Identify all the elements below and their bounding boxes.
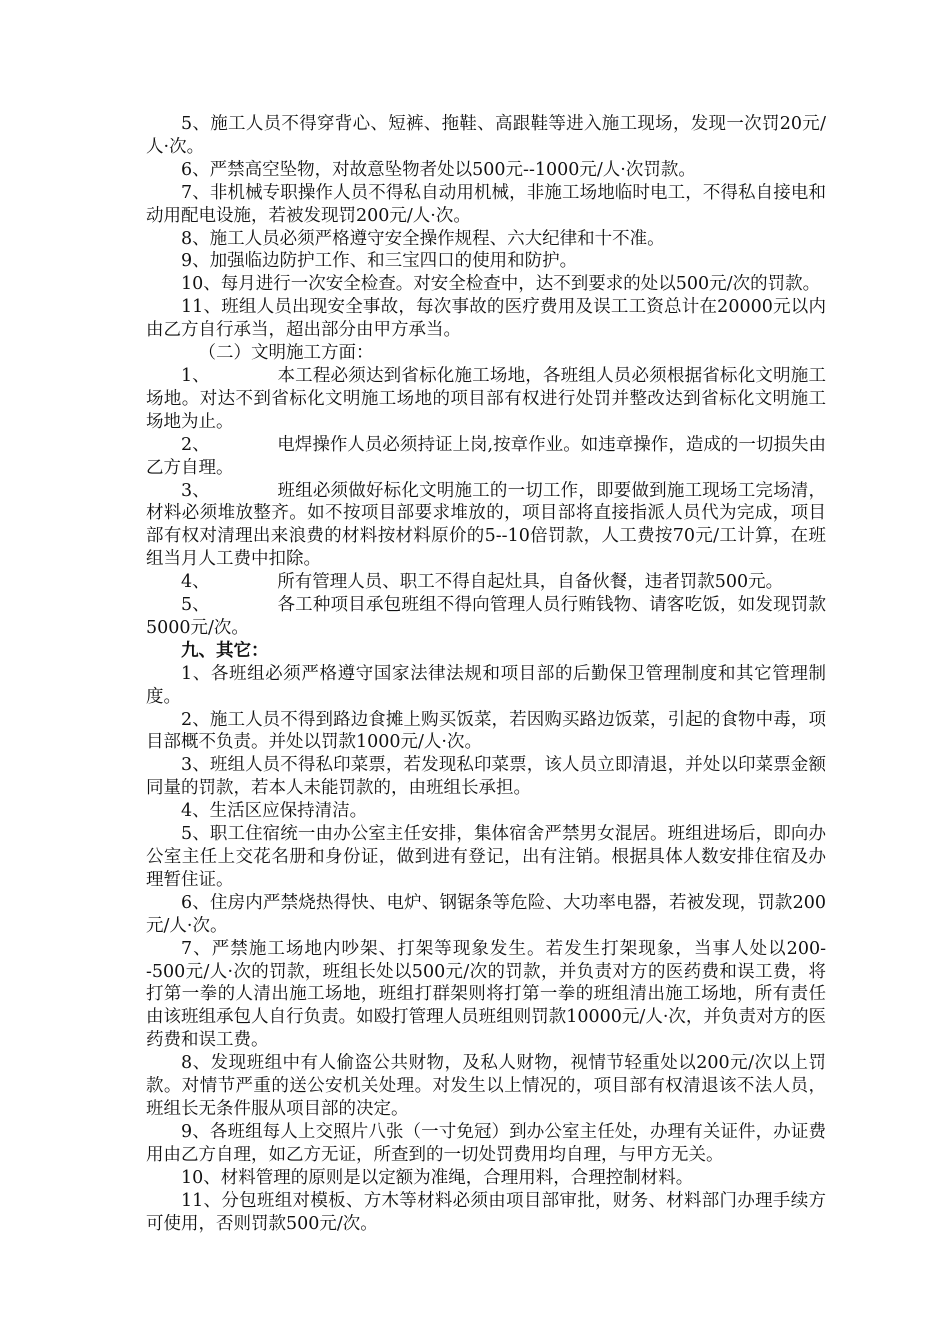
rule-paragraph: 11、班组人员出现安全事故，每次事故的医疗费用及误工工资总计在20000元以内由乙方自行承当，超出部分由甲方承当。 [146, 297, 826, 341]
item-number: 2、 [181, 434, 210, 455]
rule-paragraph: 8、施工人员必须严格遵守安全操作规程、六大纪律和十不准。 [181, 228, 665, 249]
item-text: 电焊操作人员必须持证上岗,按章作业。如违章操作，造成的一切损失由乙方自理。 [146, 434, 826, 478]
item-text: 班组必须做好标化文明施工的一切工作，即要做到施工现场工完场清，材料必须堆放整齐。如不按项目部要求堆放的，项目部将直接指派人员代为完成，项目部有权对清理出来浪费的材料按材料原价的5--10倍罚款，人工费按70元/工计算，在班组当月人工费中扣除。 [146, 480, 826, 570]
section-heading-other: 九、其它： [181, 640, 269, 661]
rule-paragraph: 10、每月进行一次安全检查。对安全检查中，达不到要求的处以500元/次的罚款。 [181, 274, 821, 295]
rule-paragraph [146, 594, 826, 640]
rule-paragraph: 8、发现班组中有人偷盗公共财物，及私人财物，视情节轻重处以200元/次以上罚款。对情节严重的送公安机关处理。对发生以上情况的，项目部有权清退该不法人员，班组长无条件服从项目部的决定。 [146, 1053, 826, 1119]
rule-paragraph: 4、生活区应保持清洁。 [181, 801, 368, 822]
item-number: 5、 [181, 595, 210, 616]
item-text: 各工种项目承包班组不得向管理人员行贿钱物、请客吃饭，如发现罚款5000元/次。 [146, 595, 826, 638]
item-number: 1、 [181, 365, 210, 386]
rule-paragraph: 2、施工人员不得到路边食摊上购买饭菜，若因购买路边饭菜，引起的食物中毒，项目部概不负责。并处以罚款1000元/人·次。 [146, 709, 826, 753]
item-number: 3、 [181, 480, 210, 501]
rule-paragraph: 7、严禁施工场地内吵架、打架等现象发生。若发生打架现象，当事人处以200--500元/人·次的罚款，班组长处以500元/次的罚款，并负责对方的医药费和误工费，将打第一拳的人清出施工场地，班组打群架则将打第一拳的班组清出施工场地，所有责任由该班组承包人自行负责。如殴打管理人员班组则罚款10000元/人·次，并负责对方的医药费和误工费。 [146, 938, 826, 1051]
rule-paragraph [146, 480, 826, 572]
rule-paragraph [146, 365, 826, 434]
rule-paragraph: 10、材料管理的原则是以定额为准绳，合理用料，合理控制材料。 [181, 1167, 694, 1188]
rule-paragraph: 5、职工住宿统一由办公室主任安排，集体宿舍严禁男女混居。班组进场后，即向办公室主任上交花名册和身份证，做到进有登记，出有注销。根据具体人数安排住宿及办理暂住证。 [146, 824, 826, 890]
document-body [146, 113, 826, 1235]
rule-paragraph: 11、分包班组对模板、方木等材料必须由项目部审批，财务、材料部门办理手续方可使用，否则罚款500元/次。 [146, 1190, 826, 1234]
rule-paragraph: 9、加强临边防护工作、和三宝四口的使用和防护。 [181, 251, 578, 272]
rule-paragraph: 1、各班组必须严格遵守国家法律法规和项目部的后勤保卫管理制度和其它管理制度。 [146, 663, 826, 707]
rule-paragraph [146, 434, 826, 480]
rule-paragraph: 5、施工人员不得穿背心、短裤、拖鞋、高跟鞋等进入施工现场，发现一次罚20元/人·次。 [146, 114, 826, 157]
rule-paragraph: 7、非机械专职操作人员不得私自动用机械，非施工场地临时电工，不得私自接电和动用配电设施，若被发现罚200元/人·次。 [146, 182, 826, 226]
item-text: 本工程必须达到省标化施工场地，各班组人员必须根据省标化文明施工场地。对达不到省标化文明施工场地的项目部有权进行处罚并整改达到省标化文明施工场地为止。 [146, 365, 826, 432]
rule-paragraph [146, 571, 826, 594]
section-heading-civilized-construction: （二）文明施工方面： [198, 343, 374, 364]
item-number: 4、 [181, 572, 210, 593]
rule-paragraph: 3、班组人员不得私印菜票，若发现私印菜票，该人员立即清退，并处以印菜票金额同量的罚款，若本人未能罚款的，由班组长承担。 [146, 755, 826, 799]
item-text: 所有管理人员、职工不得自起灶具，自备伙餐，违者罚款500元。 [277, 572, 784, 593]
rule-paragraph: 9、各班组每人上交照片八张（一寸免冠）到办公室主任处，办理有关证件，办证费用由乙方自理，如乙方无证，所查到的一切处罚费用均自理，与甲方无关。 [146, 1121, 826, 1165]
rule-paragraph: 6、住房内严禁烧热得快、电炉、钢锯条等危险、大功率电器，若被发现，罚款200元/人·次。 [146, 892, 826, 936]
rule-paragraph: 6、严禁高空坠物，对故意坠物者处以500元--1000元/人·次罚款。 [181, 159, 696, 180]
